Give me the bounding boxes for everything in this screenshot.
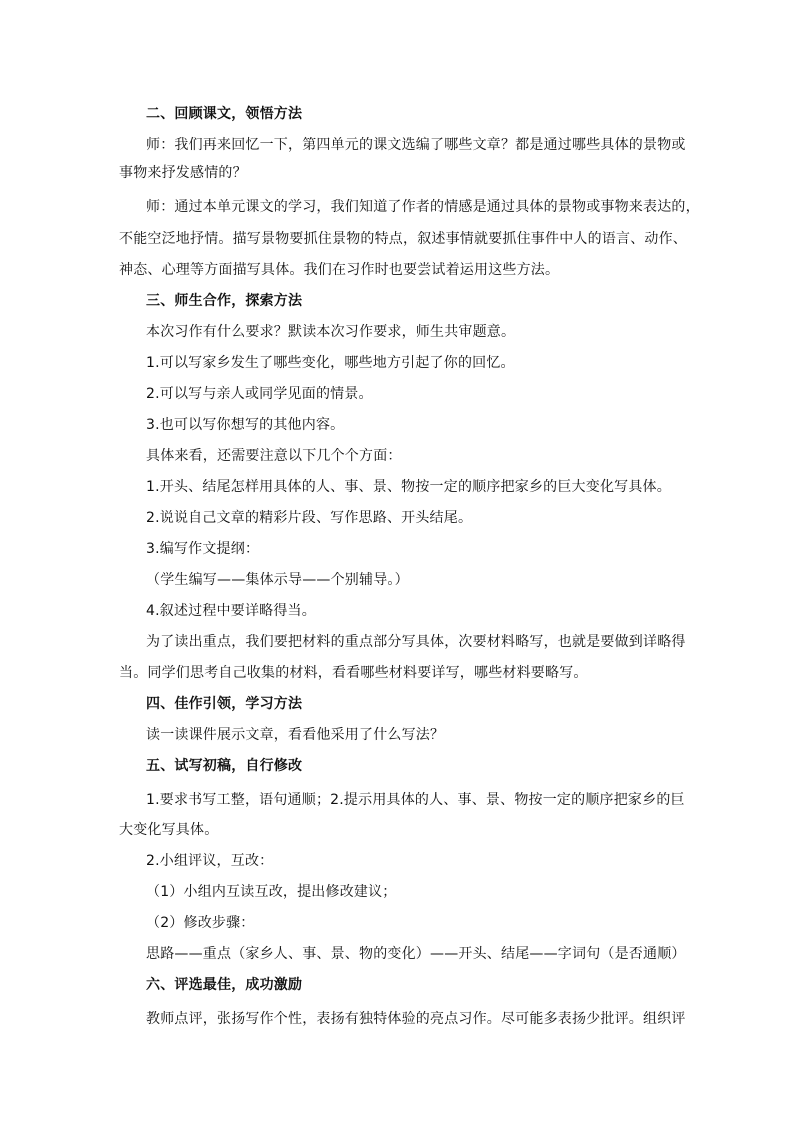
paragraph-line: 师：通过本单元课文的学习，我们知道了作者的情感是通过具体的景物或事物来表达的， bbox=[146, 199, 700, 215]
paragraph-line: 当。同学们思考自己收集的材料，看看哪些材料要详写，哪些材料要略写。 bbox=[119, 665, 588, 681]
list-item: 4.叙述过程中要详略得当。 bbox=[146, 603, 316, 619]
list-item: 2.可以写与亲人或同学见面的情景。 bbox=[146, 386, 373, 402]
paragraph-line: 为了读出重点，我们要把材料的重点部分写具体，次要材料略写，也就是要做到详略得 bbox=[146, 634, 686, 650]
list-item: 1.开头、结尾怎样用具体的人、事、景、物按一定的顺序把家乡的巨大变化写具体。 bbox=[146, 479, 671, 495]
section-heading-3: 三、师生合作，探索方法 bbox=[146, 293, 303, 309]
paragraph-line: 神态、心理等方面描写具体。我们在习作时也要尝试着运用这些方法。 bbox=[119, 262, 560, 278]
paragraph-line: 事物来抒发感情的？ bbox=[119, 165, 247, 181]
paragraph-line: 大变化写具体。 bbox=[119, 822, 219, 838]
list-item: 3.也可以写你想写的其他内容。 bbox=[146, 417, 345, 433]
list-item: 3.编写作文提纲： bbox=[146, 541, 260, 557]
paragraph-line: （学生编写——集体示导——个别辅导。） bbox=[146, 572, 409, 588]
section-heading-2: 二、回顾课文，领悟方法 bbox=[146, 106, 303, 122]
list-item: 1.要求书写工整，语句通顺；2.提示用具体的人、事、景、物按一定的顺序把家乡的巨 bbox=[146, 792, 685, 808]
section-heading-4: 四、佳作引领，学习方法 bbox=[146, 696, 303, 712]
paragraph-line: 教师点评，张扬写作个性，表扬有独特体验的亮点习作。尽可能多表扬少批评。组织评 bbox=[146, 1011, 686, 1027]
section-heading-6: 六、评选最佳，成功激励 bbox=[146, 977, 303, 993]
list-item: （1）小组内互读互改，提出修改建议； bbox=[146, 884, 397, 900]
list-item: （2）修改步骤： bbox=[146, 915, 255, 931]
paragraph-line: 本次习作有什么要求？默读本次习作要求，师生共审题意。 bbox=[146, 324, 516, 340]
paragraph-line: 不能空泛地抒情。描写景物要抓住景物的特点，叙述事情就要抓住事件中人的语言、动作、 bbox=[119, 231, 687, 247]
paragraph-line: 师：我们再来回忆一下，第四单元的课文选编了哪些文章？都是通过哪些具体的景物或 bbox=[146, 137, 686, 153]
paragraph-line: 读一读课件展示文章，看看他采用了什么写法？ bbox=[146, 727, 445, 743]
list-item: 1.可以写家乡发生了哪些变化，哪些地方引起了你的回忆。 bbox=[146, 355, 515, 371]
list-item: 2.说说自己文章的精彩片段、写作思路、开头结尾。 bbox=[146, 510, 473, 526]
paragraph-line: 思路——重点（家乡人、事、景、物的变化）——开头、结尾——字词句（是否通顺） bbox=[146, 946, 686, 962]
section-heading-5: 五、试写初稿，自行修改 bbox=[146, 758, 303, 774]
paragraph-line: 具体来看，还需要注意以下几个个方面： bbox=[146, 448, 402, 464]
list-item: 2.小组评议，互改： bbox=[146, 853, 274, 869]
